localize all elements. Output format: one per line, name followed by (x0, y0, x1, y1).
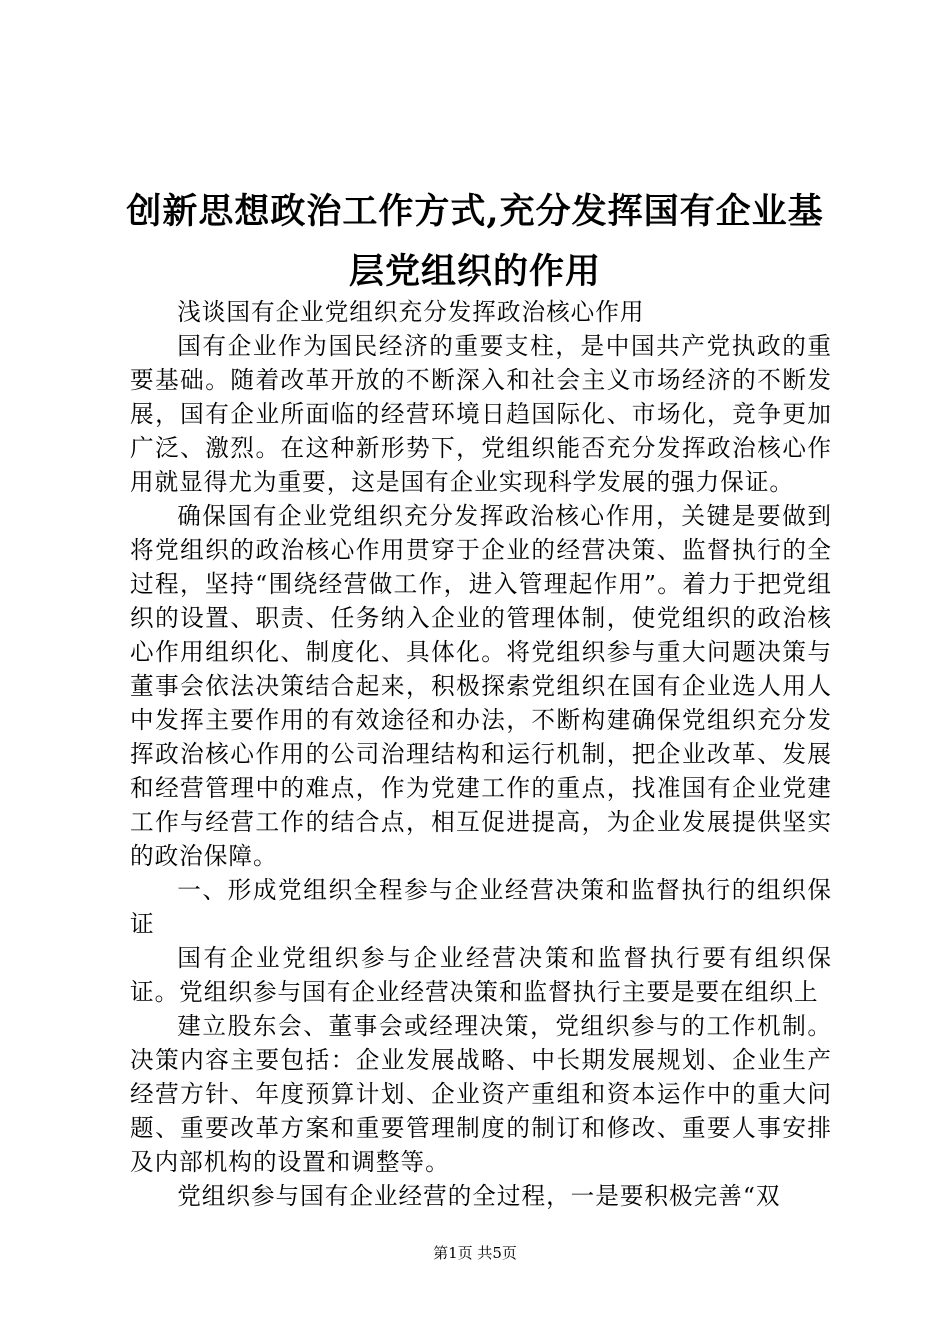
paragraph: 党组织参与国有企业经营的全过程，一是要积极完善“双 (177, 1182, 781, 1210)
paragraph: 国有企业党组织参与企业经营决策和监督执行要有组织保证。党组织参与国有企业经营决策和监督执行主要是要在组织上 (130, 944, 832, 1006)
paragraph: 确保国有企业党组织充分发挥政治核心作用，关键是要做到将党组织的政治核心作用贯穿于企业的经营决策、监督执行的全过程，坚持“围绕经营做工作，进入管理起作用”。着力于把党组织的设置、职责、任务纳入企业的管理体制，使党组织的政治核心作用组织化、制度化、具体化。将党组织参与重大问题决策与董事会依法决策结合起来，积极探索党组织在国有企业选人用人中发挥主要作用的有效途径和办法，不断构建确保党组织充分发挥政治核心作用的公司治理结构和运行机制，把企业改革、发展和经营管理中的难点，作为党建工作的重点，找准国有企业党建工作与经营工作的结合点，相互促进提高，为企业发展提供坚实的政治保障。 (130, 502, 832, 870)
paragraph: 建立股东会、董事会或经理决策，党组织参与的工作机制。决策内容主要包括：企业发展战略、中长期发展规划、企业生产经营方针、年度预算计划、企业资产重组和资本运作中的重大问题、重要改革方案和重要管理制度的制订和修改、重要人事安排及内部机构的设置和调整等。 (130, 1012, 832, 1176)
section-heading: 一、形成党组织全程参与企业经营决策和监督执行的组织保证 (130, 876, 832, 938)
paragraph: 国有企业作为国民经济的重要支柱，是中国共产党执政的重要基础。随着改革开放的不断深入和社会主义市场经济的不断发展，国有企业所面临的经营环境日趋国际化、市场化，竞争更加广泛、激烈。在这种新形势下，党组织能否充分发挥政治核心作用就显得尤为重要，这是国有企业实现科学发展的强力保证。 (130, 332, 832, 496)
paragraph-subtitle: 浅谈国有企业党组织充分发挥政治核心作用 (177, 298, 645, 326)
document-body (130, 295, 832, 1213)
document-title: 创新思想政治工作方式,充分发挥国有企业基层党组织的作用 (126, 191, 824, 292)
page-footer: 第1页 共5页 (433, 1244, 517, 1262)
